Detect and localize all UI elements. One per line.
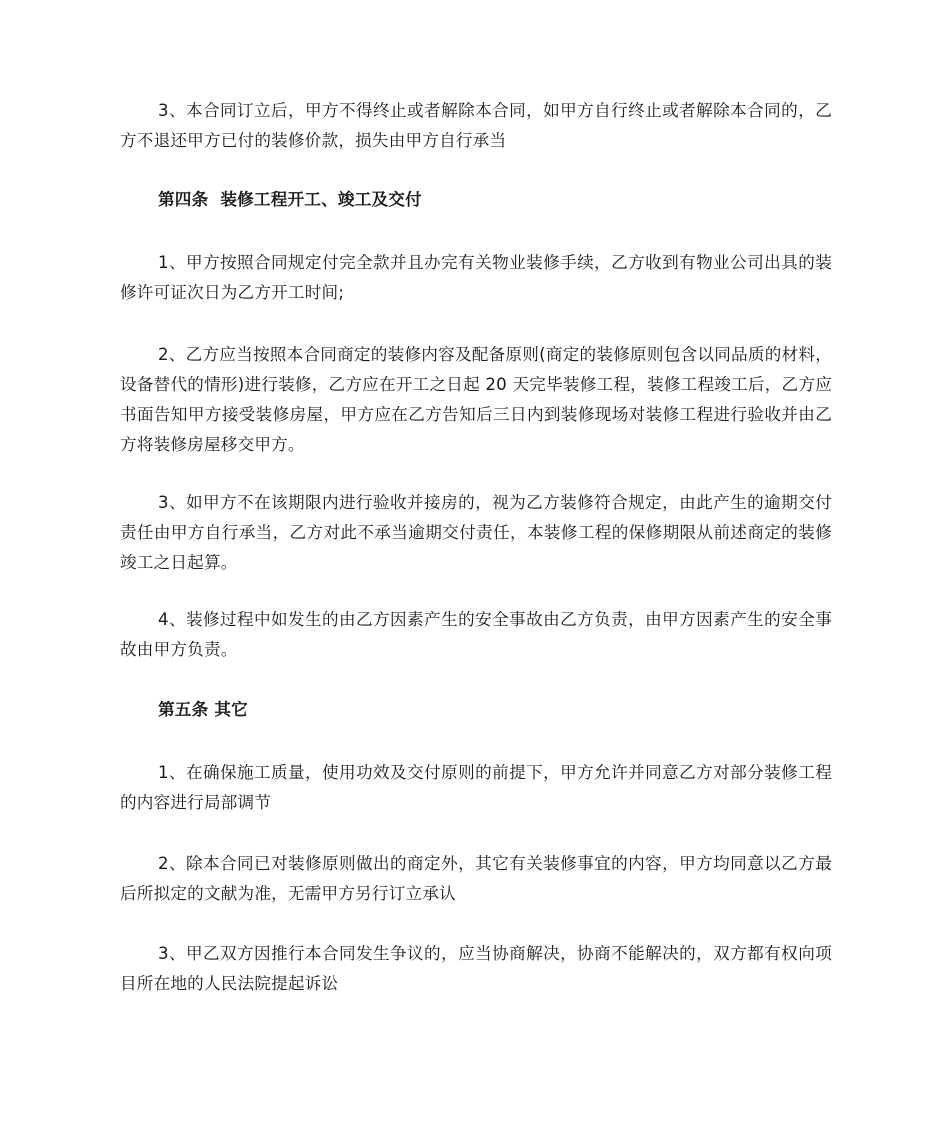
- clause-1-adjustment: 1、在确保施工质量，使用功效及交付原则的前提下，甲方允许并同意乙方对部分装修工程的内容进行局部调节: [120, 763, 832, 812]
- article-5-heading: 第五条 其它: [158, 700, 248, 719]
- clause-4-safety: 4、装修过程中如发生的由乙方因素产生的安全事故由乙方负责，由甲方因素产生的安全事故由甲方负责。: [120, 610, 832, 659]
- article-4-heading: 第四条 装修工程开工、竣工及交付: [158, 190, 422, 209]
- clause-2-other-matters: 2、除本合同已对装修原则做出的商定外，其它有关装修事宜的内容，甲方均同意以乙方最后所拟定的文献为准，无需甲方另行订立承认: [120, 854, 832, 903]
- clause-1-start-time: 1、甲方按照合同规定付完全款并且办完有关物业装修手续，乙方收到有物业公司出具的装修许可证次日为乙方开工时间;: [120, 253, 832, 302]
- clause-3-dispute: 3、甲乙双方因推行本合同发生争议的，应当协商解决，协商不能解决的，双方都有权向项目所在地的人民法院提起诉讼: [120, 944, 832, 993]
- clause-2-completion: 2、乙方应当按照本合同商定的装修内容及配备原则(商定的装修原则包含以同品质的材料，设备替代的情形)进行装修，乙方应在开工之日起 20 天完毕装修工程，装修工程竣工后，乙方应书面告知甲方接受装修房屋，甲方应在乙方告知后三日内到装修现场对装修工程进行验收并由乙方将装修房屋移交甲方。: [120, 345, 832, 454]
- clause-3-acceptance: 3、如甲方不在该期限内进行验收并接房的，视为乙方装修符合规定，由此产生的逾期交付责任由甲方自行承当，乙方对此不承当逾期交付责任，本装修工程的保修期限从前述商定的装修竣工之日起算。: [120, 493, 832, 572]
- clause-3-termination: 3、本合同订立后，甲方不得终止或者解除本合同，如甲方自行终止或者解除本合同的，乙方不退还甲方已付的装修价款，损失由甲方自行承当: [120, 101, 832, 150]
